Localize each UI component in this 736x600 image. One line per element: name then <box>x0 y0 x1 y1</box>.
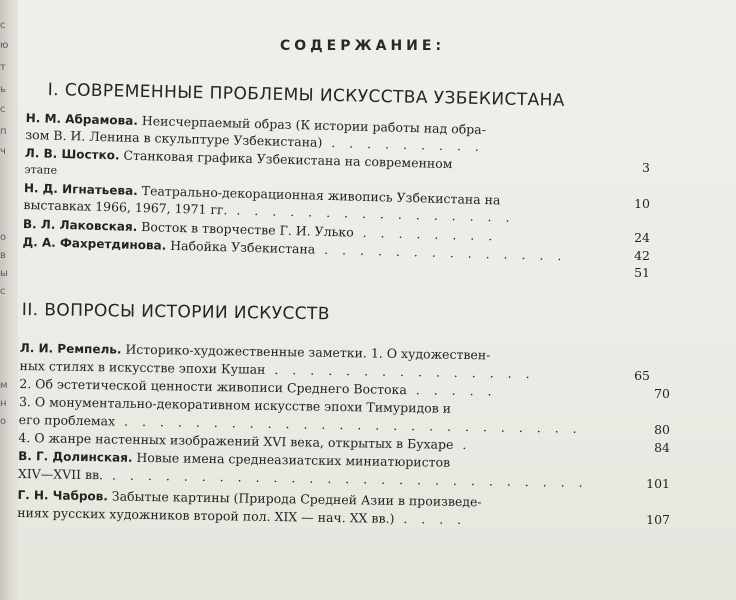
contents-title: СОДЕРЖАНИЕ: <box>280 38 446 54</box>
section-2-entries <box>17 340 640 550</box>
toc-author: Г. Н. Чабров. <box>17 487 108 504</box>
leader-dots: . . . . . . . . . . . . . . <box>315 241 567 264</box>
page-number: 10 <box>634 196 650 211</box>
prev-page-glyph: ю <box>0 40 8 51</box>
leader-dots: . . . . . . . . . . . . . . . . . . . . . . . . . . <box>115 413 582 436</box>
toc-title-text: Восток в творчестве Г. И. Улько <box>137 218 354 240</box>
prev-page-glyph: м <box>0 380 7 391</box>
toc-title-text: Новые имена среднеазиатских миниатюристов <box>132 449 451 470</box>
prev-page-glyph: о <box>0 416 6 427</box>
page-number: 70 <box>654 386 670 401</box>
section-1-heading: I. СОВРЕМЕННЫЕ ПРОБЛЕМЫ ИСКУССТВА УЗБЕКИСТАНА <box>47 80 565 111</box>
toc-author: Л. В. Шостко. <box>24 145 120 163</box>
page-number: 51 <box>634 265 650 280</box>
toc-title-text: этапе <box>24 162 58 177</box>
previous-page-fragment <box>0 0 14 600</box>
toc-title-text: ниях русских художников второй пол. XIX — нач. XX вв.) <box>17 504 395 526</box>
leader-dots: . . . . . . . . . . . . . . . . . . . . . . . . . . . <box>102 467 588 490</box>
prev-page-glyph: с <box>0 20 5 31</box>
toc-title-text: зом В. И. Ленина в скульптуре Узбекистана) <box>25 126 323 150</box>
toc-title-text: Набойка Узбекистана <box>166 237 316 257</box>
toc-author: Н. М. Абрамова. <box>25 110 139 128</box>
toc-title-text: 3. О монументально-декоративном искусстве эпохи Тимуридов и <box>18 393 452 416</box>
page-number: 101 <box>646 476 670 491</box>
toc-author: В. Г. Долинская. <box>18 448 133 465</box>
page-number: 42 <box>634 248 650 263</box>
page-number: 65 <box>634 368 650 383</box>
leader-dots: . . . . . <box>406 382 497 399</box>
toc-author: В. Л. Лаковская. <box>22 216 138 234</box>
toc-title-text: выставках 1966, 1967, 1971 гг. <box>23 196 228 218</box>
page-number: 84 <box>654 440 670 455</box>
page-number: 3 <box>642 160 650 175</box>
toc-title-text: 2. Об эстетической ценности живописи Среднего Востока <box>19 375 407 398</box>
toc-title-text: Театрально-декорационная живопись Узбекистана на <box>137 182 501 208</box>
toc-title-text: 4. О жанре настенных изображений XVI века, открытых в Бухаре <box>18 429 454 452</box>
toc-line <box>24 162 57 179</box>
prev-page-glyph: в <box>0 250 5 261</box>
toc-title-text: XIV—XVII вв. <box>17 465 104 483</box>
prev-page-glyph: ь <box>0 84 5 95</box>
prev-page-glyph: о <box>0 232 6 243</box>
toc-title-text: Историко-художественные заметки. 1. О художествен- <box>121 341 491 363</box>
prev-page-glyph: п <box>0 126 6 137</box>
book-page <box>18 0 736 600</box>
toc-title-text: Неисчерпаемый образ (К истории работы над обра- <box>137 112 487 138</box>
section-2-heading: II. ВОПРОСЫ ИСТОРИИ ИСКУССТВ <box>21 300 330 325</box>
page-number: 80 <box>654 422 670 437</box>
toc-author: Л. И. Ремпель. <box>19 340 122 357</box>
prev-page-glyph: с <box>0 104 5 115</box>
toc-author: Н. Д. Игнатьева. <box>23 180 138 198</box>
leader-dots: . . . . <box>394 510 467 528</box>
leader-dots: . <box>453 436 472 453</box>
page-number: 107 <box>646 512 670 527</box>
leader-dots: . . . . . . . . . . . . . . . . <box>227 202 515 225</box>
toc-author: Д. А. Фахретдинова. <box>22 234 167 253</box>
prev-page-glyph: т <box>0 62 5 73</box>
toc-line <box>18 466 588 491</box>
toc-title-text: Забытые картины (Природа Средней Азии в произведе- <box>107 488 482 510</box>
prev-page-glyph: н <box>0 398 6 409</box>
page-number: 24 <box>634 230 650 245</box>
leader-dots: . . . . . . . . . <box>322 134 485 154</box>
leader-dots: . . . . . . . . <box>353 224 498 244</box>
toc-title-text: ных стилях в искусстве эпохи Кушан <box>19 357 266 377</box>
prev-page-glyph: с <box>0 286 5 297</box>
leader-dots: . . . . . . . . . . . . . . . <box>265 361 535 382</box>
prev-page-glyph: ы <box>0 268 7 279</box>
toc-title-text: его проблемах <box>18 411 116 429</box>
prev-page-glyph: ч <box>0 146 5 157</box>
section-1-entries <box>22 110 646 296</box>
toc-title-text: Станковая графика Узбекистана на современном <box>119 147 453 172</box>
